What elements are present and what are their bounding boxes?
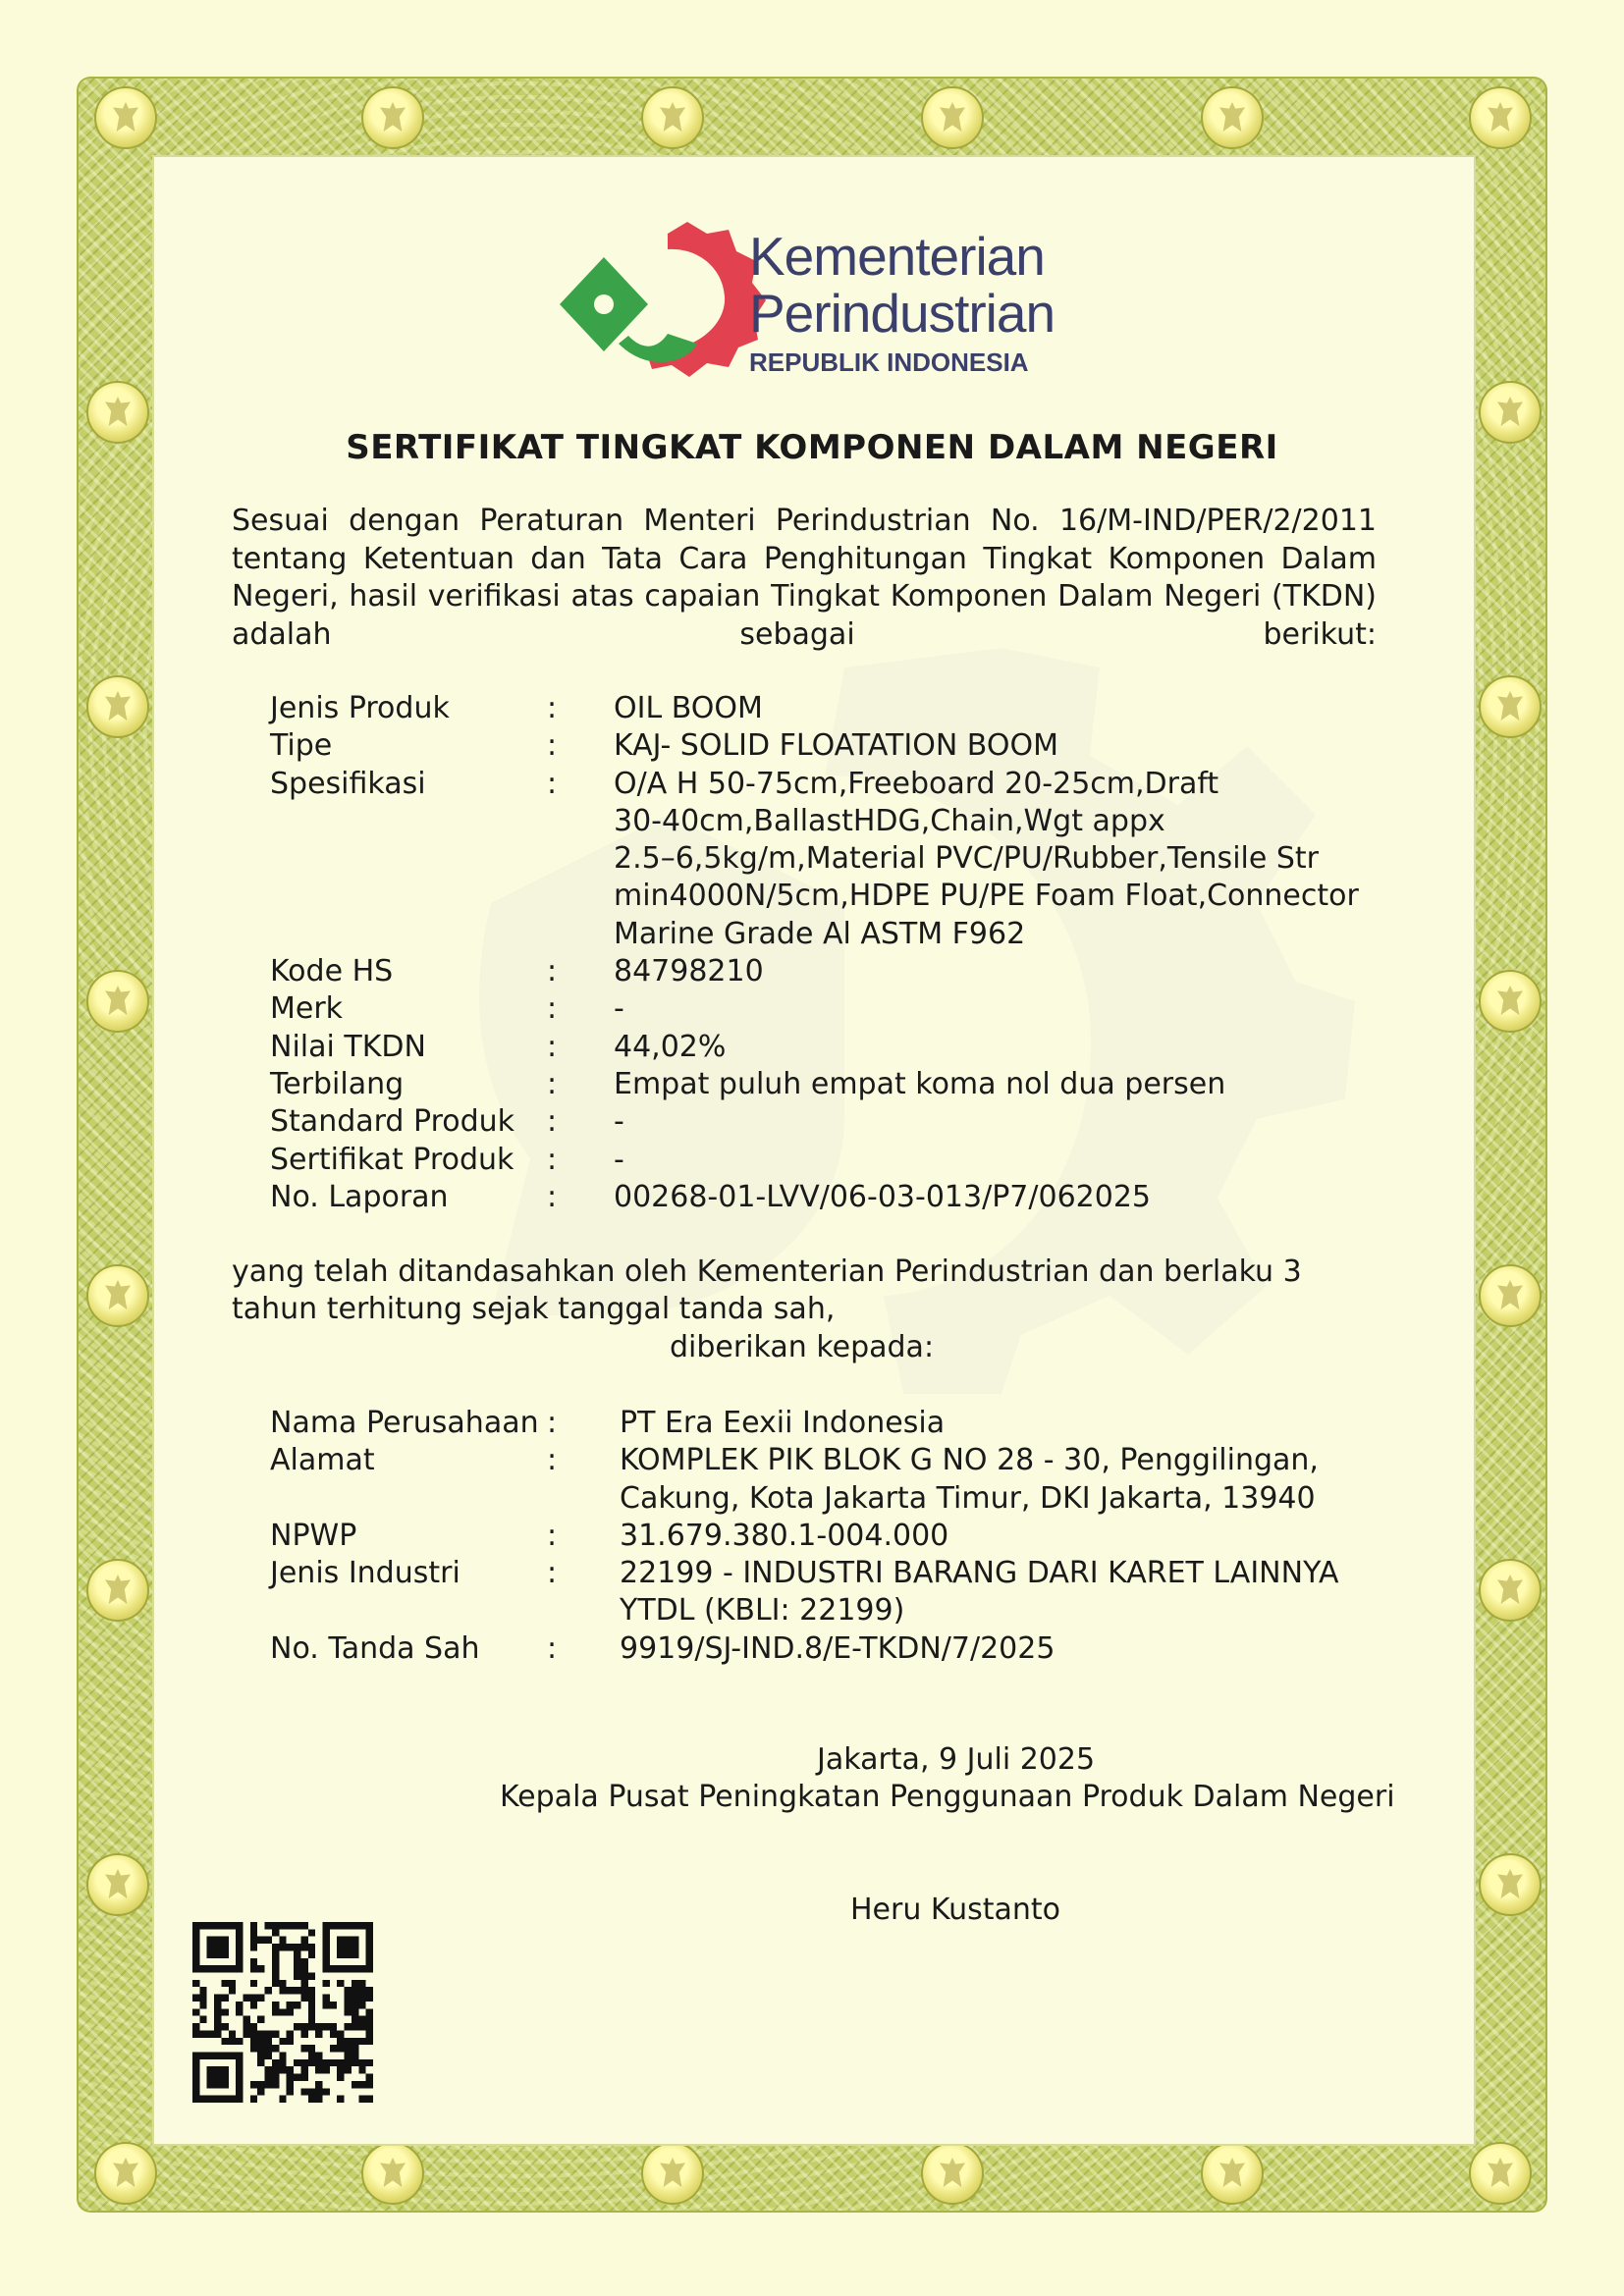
row-sertifikat-produk (270, 1142, 1399, 1179)
field-label: Tipe (270, 728, 333, 764)
row-kode-hs (270, 953, 1399, 990)
row-merk (270, 990, 1399, 1028)
field-colon: : (547, 1104, 558, 1140)
company-details (270, 1405, 1385, 1668)
border-emblem (86, 675, 149, 738)
field-colon: : (547, 1066, 558, 1101)
validity-line-2: tahun terhitung sejak tanggal tanda sah, (232, 1292, 836, 1326)
border-emblem (1201, 2142, 1264, 2205)
field-colon: : (547, 1406, 558, 1440)
intro-paragraph: Sesuai dengan Peraturan Menteri Perindustrian No. 16/M-IND/PER/2/2011 tentang Ketentuan dan Tata Cara Penghitungan Tingkat Komponen Dalam Negeri, hasil verifikasi atas capaian Tingkat Komponen Dalam Negeri (TKDN) adalah sebagai berikut: (232, 504, 1377, 652)
field-label: Sertifikat Produk (270, 1142, 514, 1177)
border-emblem (86, 1853, 149, 1916)
border-emblem (1479, 1853, 1542, 1916)
row-no-tanda-sah (270, 1630, 1385, 1668)
field-label: Alamat (270, 1443, 375, 1478)
field-label: Terbilang (270, 1066, 405, 1101)
row-nilai-tkdn (270, 1029, 1399, 1066)
signer-title: Kepala Pusat Peningkatan Penggunaan Produk Dalam Negeri (500, 1780, 1395, 1814)
border-emblem (921, 86, 984, 149)
field-value: Empat puluh empat koma nol dua persen (614, 1066, 1226, 1101)
row-standard-produk (270, 1103, 1399, 1141)
field-value: 84798210 (614, 954, 764, 989)
field-label: No. Tanda Sah (270, 1630, 480, 1666)
field-value: - (614, 1104, 624, 1140)
given-to-label: diberikan kepada: (670, 1330, 935, 1364)
border-emblem (94, 86, 157, 149)
border-emblem (921, 2142, 984, 2205)
field-label: Standard Produk (270, 1104, 515, 1140)
field-value: KAJ- SOLID FLOATATION BOOM (614, 728, 1058, 764)
field-label: Jenis Produk (270, 691, 450, 725)
product-details (270, 690, 1399, 1216)
field-label: No. Laporan (270, 1179, 449, 1214)
field-colon: : (547, 1630, 558, 1666)
field-colon: : (547, 954, 558, 989)
field-value: O/A H 50-75cm,Freeboard 20-25cm,Draft 30-40cm,BallastHDG,Chain,Wgt appx 2.5–6,5kg/m,Material PVC/PU/Rubber,Tensile Str min4000N/5cm,HDPE PU/PE Foam Float,Connector Marine Grade Al ASTM F962 (614, 766, 1359, 951)
logo-name-line1: Kementerian (749, 226, 1045, 287)
row-terbilang (270, 1066, 1399, 1103)
qr-code[interactable] (192, 1922, 373, 2103)
row-npwp (270, 1518, 1385, 1555)
border-emblem (1479, 1559, 1542, 1622)
border-emblem (641, 2142, 704, 2205)
row-jenis-industri (270, 1555, 1385, 1630)
field-label: Jenis Industri (270, 1556, 460, 1591)
border-emblem (361, 2142, 424, 2205)
border-emblem (94, 2142, 157, 2205)
field-label: Kode HS (270, 954, 394, 989)
logo-name-line2: Perindustrian (749, 283, 1056, 344)
field-label: Nilai TKDN (270, 1029, 426, 1064)
border-emblem (86, 970, 149, 1033)
logo-wordmark (749, 228, 1055, 378)
field-value: 22199 - INDUSTRI BARANG DARI KARET LAINNYA YTDL (KBLI: 22199) (620, 1556, 1339, 1629)
place-date: Jakarta, 9 Juli 2025 (817, 1742, 1096, 1777)
field-value: 44,02% (614, 1029, 727, 1064)
field-colon: : (547, 1443, 558, 1478)
row-tipe (270, 727, 1399, 765)
field-value: 00268-01-LVV/06-03-013/P7/062025 (614, 1179, 1152, 1214)
field-colon: : (547, 766, 558, 801)
border-emblem (1469, 86, 1532, 149)
field-colon: : (547, 728, 558, 764)
field-label: NPWP (270, 1518, 357, 1553)
signer-name: Heru Kustanto (850, 1893, 1060, 1927)
field-value: 31.679.380.1-004.000 (620, 1518, 949, 1553)
field-value: 9919/SJ-IND.8/E-TKDN/7/2025 (620, 1630, 1056, 1666)
row-spesifikasi (270, 766, 1399, 953)
field-value: OIL BOOM (614, 691, 763, 725)
border-emblem (1479, 1264, 1542, 1327)
border-emblem (86, 1264, 149, 1327)
row-no-laporan (270, 1179, 1399, 1216)
field-label: Spesifikasi (270, 766, 426, 801)
field-label: Merk (270, 991, 344, 1027)
field-colon: : (547, 1518, 558, 1553)
field-value: - (614, 1142, 624, 1177)
row-alamat (270, 1442, 1385, 1518)
field-label: Nama Perusahaan (270, 1406, 539, 1440)
field-colon: : (547, 1142, 558, 1177)
border-emblem (361, 86, 424, 149)
field-value: - (614, 991, 624, 1027)
logo-name-line3: REPUBLIK INDONESIA (749, 347, 1029, 377)
border-emblem (1469, 2142, 1532, 2205)
field-colon: : (547, 691, 558, 725)
border-emblem (1201, 86, 1264, 149)
certificate-title: SERTIFIKAT TINGKAT KOMPONEN DALAM NEGERI (346, 428, 1278, 467)
validity-line-1: yang telah ditandasahkan oleh Kementerian Perindustrian dan berlaku 3 (232, 1255, 1302, 1289)
border-emblem (1479, 675, 1542, 738)
field-value: KOMPLEK PIK BLOK G NO 28 - 30, Penggilingan, Cakung, Kota Jakarta Timur, DKI Jakarta, 13940 (620, 1443, 1319, 1516)
border-emblem (1479, 970, 1542, 1033)
field-colon: : (547, 991, 558, 1027)
field-colon: : (547, 1556, 558, 1591)
field-value: PT Era Eexii Indonesia (620, 1406, 946, 1440)
row-jenis-produk (270, 690, 1399, 727)
field-colon: : (547, 1179, 558, 1214)
border-emblem (641, 86, 704, 149)
field-colon: : (547, 1029, 558, 1064)
row-nama-perusahaan (270, 1405, 1385, 1442)
border-emblem (86, 1559, 149, 1622)
